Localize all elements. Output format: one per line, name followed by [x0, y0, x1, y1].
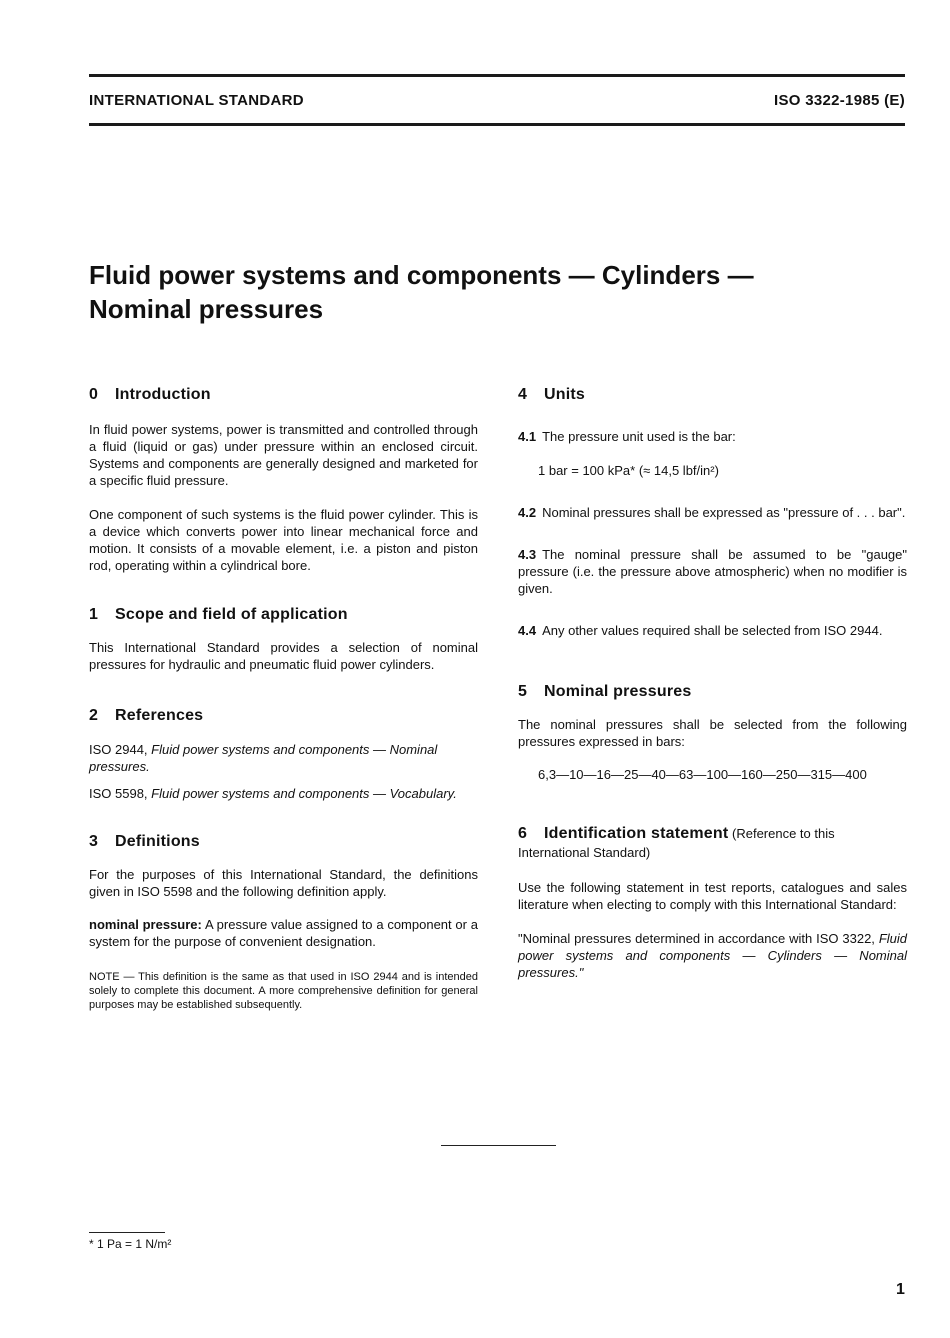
defined-term: nominal pressure:: [89, 917, 202, 932]
definitions-heading: 3 Definitions: [89, 833, 200, 850]
clause-4-1: 4.1 The pressure unit used is the bar:: [518, 429, 736, 444]
introduction-heading: 0 Introduction: [89, 386, 211, 403]
standard-type-label: INTERNATIONAL STANDARD: [89, 92, 304, 109]
document-title: [89, 258, 889, 326]
units-heading: 4 Units: [518, 386, 585, 403]
footnote-pascal: * 1 Pa = 1 N/m²: [89, 1237, 172, 1251]
header-bottom-rule: [89, 123, 905, 126]
introduction-paragraph-2: One component of such systems is the fluid power cylinder. This is a device which converts power into linear mechanical force and motion. It consists of a movable element, i.e. a piston and piston rod, operating within a cylindrical bore.: [89, 507, 478, 573]
footnote-rule: [89, 1232, 165, 1233]
nominal-pressures-heading: 5 Nominal pressures: [518, 683, 692, 700]
end-of-text-rule: [441, 1145, 556, 1146]
bar-conversion-formula: 1 bar = 100 kPa* (≈ 14,5 lbf/in²): [538, 463, 719, 478]
clause-4-2: 4.2 Nominal pressures shall be expressed as "pressure of . . . bar".: [518, 505, 906, 520]
introduction-paragraph-1: In fluid power systems, power is transmitted and controlled through a fluid (liquid or gas) under pressure within an enclosed circuit. Systems and components are generally designed and marketed for a specific fluid pressure.: [89, 422, 478, 488]
standard-number: ISO 3322-1985 (E): [773, 92, 905, 109]
left-column: [89, 385, 478, 1012]
right-column: [518, 385, 907, 981]
definition-note: NOTE — This definition is the same as that used in ISO 2944 and is intended solely to complete this document. A more comprehensive definition for general purposes may be established subsequently.: [89, 971, 478, 1011]
scope-heading: 1 Scope and field of application: [89, 606, 348, 623]
clause-4-4: 4.4 Any other values required shall be selected from ISO 2944.: [518, 623, 883, 638]
identification-paragraph: Use the following statement in test reports, catalogues and sales literature when electing to comply with this International Standard:: [518, 880, 907, 912]
identification-statement-quote: "Nominal pressures determined in accordance with ISO 3322, Fluid power systems and components — Cylinders — Nominal pressures.": [518, 931, 907, 980]
top-rule: [89, 74, 905, 77]
reference-iso-5598: ISO 5598, Fluid power systems and components — Vocabulary.: [89, 786, 457, 801]
scope-paragraph: This International Standard provides a selection of nominal pressures for hydraulic and pneumatic fluid power cylinders.: [89, 640, 478, 672]
nominal-pressure-definition: nominal pressure: A pressure value assigned to a component or a system for the purpose of convenient designation.: [89, 917, 478, 949]
definitions-paragraph: For the purposes of this International Standard, the definitions given in ISO 5598 and the following definition apply.: [89, 867, 478, 899]
nominal-pressures-paragraph: The nominal pressures shall be selected from the following pressures expressed in bars:: [518, 717, 907, 749]
title-line-1: Fluid power systems and components — Cylinders —: [89, 260, 754, 290]
identification-heading: 6 Identification statement (Reference to this International Standard): [518, 825, 835, 860]
references-heading: 2 References: [89, 707, 204, 724]
clause-4-3: 4.3 The nominal pressure shall be assumed to be "gauge" pressure (i.e. the pressure above atmospheric) when no modifier is given.: [518, 547, 907, 596]
reference-iso-2944: ISO 2944, Fluid power systems and components — Nominal pressures.: [89, 742, 438, 774]
title-line-2: Nominal pressures: [89, 294, 324, 324]
nominal-pressure-series: 6,3—10—16—25—40—63—100—160—250—315—400: [538, 767, 867, 782]
page-number: 1: [896, 1281, 905, 1298]
